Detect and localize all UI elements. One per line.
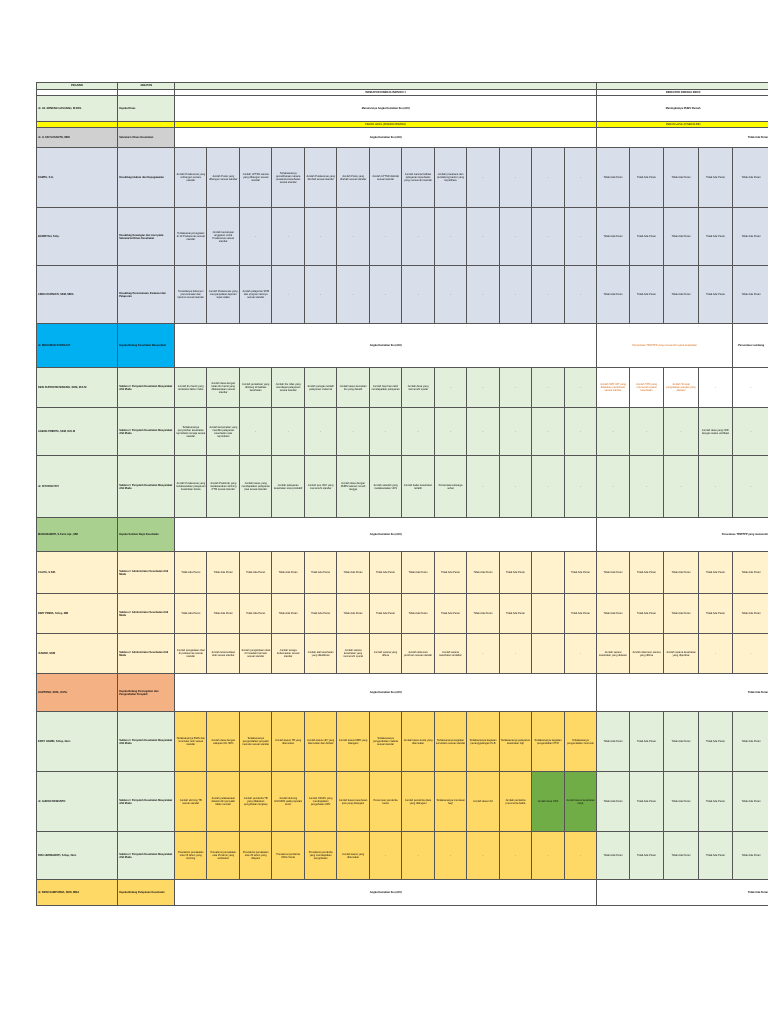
indicator-cell[interactable]: Jumlah desa ODF [532,772,564,832]
indicator-cell[interactable]: Tidak Ada Peran [467,552,499,594]
indicator-cell[interactable]: - [532,368,564,408]
indicator-cell[interactable]: Tidak Ada Peran [402,552,434,594]
indicator-right[interactable]: Tidak Ada Peran [597,674,768,712]
position-title[interactable]: Kasubbag Perencanaan, Evaluasi dan Pelaporan [118,266,175,324]
header-indikator-1[interactable]: INDIKATOR KINERJA INDIVIDU 1 [175,90,597,96]
indicator-cell[interactable]: Terlaksananya BIAS dan imunisasi rutin sesuai standar [175,712,207,772]
indicator-cell[interactable]: Jumlah Puskesmas yang terbangun secara standar [175,148,207,208]
indicator-right-cell[interactable]: Tidak Ada Peran [733,266,768,324]
indicator-cell[interactable]: Jumlah Pustu yang dibangun sesuai standar [207,148,239,208]
indicator-cell[interactable]: - [337,266,369,324]
indicator-wide[interactable]: Angka Kematian Ibu (AKI) [175,518,597,552]
indicator-cell[interactable]: Tidak Ada Peran [207,594,239,634]
indicator-wide-secondary[interactable]: Persentase TPM/TPP yang memenuhi syarat kesehatan [597,324,733,368]
indicator-cell[interactable]: - [499,456,531,518]
indicator-cell[interactable]: Jumlah desa yang memenuhi syarat [402,368,434,408]
indicator-cell[interactable]: Jumlah kasus HIV yang ditemukan dan diobati [304,712,336,772]
indicator-wide[interactable]: Angka Kematian Ibu (AKI) [175,880,597,906]
indicator-cell[interactable]: Jumlah dokumen perizinan sesuai standar [402,634,434,674]
indicator-cell[interactable]: - [467,148,499,208]
indicator-cell[interactable]: - [369,408,401,456]
indicator-cell[interactable]: Terlaksananya kegiatan penanggulangan KLB [467,712,499,772]
indicator-right-cell[interactable]: Tidak Ada Peran [597,772,629,832]
indicator-right-cell[interactable]: Tidak Ada Peran [629,832,664,880]
indicator-cell[interactable]: Jumlah LPTSD direhab sesuai standar [369,148,401,208]
sheet-row [37,832,768,880]
sheet-row [37,266,768,324]
indicator-cell[interactable]: - [499,408,531,456]
sheet-row [37,83,768,90]
indicator-cell[interactable]: - [434,368,466,408]
indicator-right-cell[interactable]: - [597,456,629,518]
indicator-cell[interactable]: Tidak Ada Peran [207,552,239,594]
indicator-cell[interactable]: Jumlah prasarana dan pendukung kantor yang terpelihara [434,148,466,208]
indicator-cell[interactable]: Tidak Ada Peran [239,552,271,594]
sheet-row [37,634,768,674]
indicator-cell[interactable]: - [434,832,466,880]
sheet-row [37,674,768,712]
indicator-cell[interactable]: Jumlah penderita TB yang dilakukan pengobatan lengkap [239,772,271,832]
indicator-cell[interactable]: - [272,208,304,266]
indicator-cell[interactable] [532,552,564,594]
indicator-cell[interactable]: Prevalensi penderita yang mendapatkan pengobatan [304,832,336,880]
indicator-cell[interactable]: Jumlah desa UCI [467,772,499,832]
header-menurunnya[interactable]: Menurunnya Angka Kematian Ibu (AKI) [175,96,597,122]
indicator-right-cell[interactable]: Tidak Ada Peran [698,832,733,880]
position-title[interactable]: Kasubbag Hukum dan Kepegawaian [118,148,175,208]
position-title[interactable]: Subkoor / Penyuluh Kesehatan Masyarakat Ahli Muda [118,832,175,880]
indicator-cell[interactable]: Jumlah pos UKK yang memenuhi standar [304,456,336,518]
indicator-cell[interactable]: Jumlah penderita diare yang ditangani [402,772,434,832]
indicator-right-cell[interactable]: Tidak Ada Peran [629,208,664,266]
indicator-cell[interactable]: Jumlah kader kesehatan terlatih [402,456,434,518]
indicator-cell[interactable]: Tidak Ada Peran [434,594,466,634]
indicator-cell[interactable]: - [467,634,499,674]
indicator-cell[interactable]: - [532,456,564,518]
sheet-row [37,772,768,832]
indicator-right-cell[interactable]: Tidak Ada Peran [733,594,768,634]
indicator-cell[interactable]: Jumlah Puskesmas yang direhab sesuai standar [304,148,336,208]
indicator-cell[interactable]: - [272,266,304,324]
indicator-right-cell[interactable]: - [629,456,664,518]
indicator-cell[interactable]: Jumlah kasus DBD yang ditangani [337,712,369,772]
sheet-row [37,324,768,368]
indicator-cell[interactable]: Prevalensi penderita ODGJ berat [272,832,304,880]
indicator-cell[interactable]: - [564,266,597,324]
indicator-cell[interactable]: Jumlah Pustu yang direhab sesuai standar [337,148,369,208]
indicator-right-cell[interactable]: Tidak Ada Peran [664,208,699,266]
employee-name[interactable]: EDDY HAMID, S.Kep, Ners [37,712,118,772]
position-title[interactable]: Subkoor / Penyuluh Kesehatan Masyarakat Ahli Muda [118,368,175,408]
indicator-cell[interactable]: Tidak Ada Peran [304,552,336,594]
indicator-right-cell[interactable]: Tidak Ada Peran [597,148,629,208]
indicator-cell[interactable]: Jumlah ketersediaan obat sesuai standar [207,634,239,674]
indicator-right[interactable]: Persentase Lembang [733,324,768,368]
indicator-cell[interactable]: - [532,148,564,208]
indicator-right-cell[interactable]: Jumlah sarana kesehatan yang diawasi [597,634,629,674]
employee-name[interactable]: CAHYA, S.KM. [37,552,118,594]
indicator-right-cell[interactable]: Tidak Ada Peran [597,832,629,880]
indicator-right-cell[interactable]: Tidak Ada Peran [698,148,733,208]
indicator-cell[interactable]: Tidak Ada Peran [499,552,531,594]
header-spacer[interactable] [175,83,597,90]
position-title[interactable]: Kepala Dinas [118,96,175,122]
indicator-right-cell[interactable]: Tidak Ada Peran [597,594,629,634]
indicator-cell[interactable]: Jumlah kasus kusta yang ditemukan [402,712,434,772]
position-title[interactable]: Kepala Sumber Daya Kesehatan [118,518,175,552]
indicator-right-cell[interactable]: - [733,634,768,674]
indicator-cell[interactable]: Tidak Ada Peran [369,594,401,634]
indicator-cell[interactable]: Jumlah sarana kesehatan yang memenuhi syarat [337,634,369,674]
position-title[interactable]: Kepala Bidang Pencegahan dan Pengendalian Penyakit [118,674,175,712]
employee-name[interactable]: MARLINAWATI, S.Farm Apt., MM [37,518,118,552]
position-title[interactable]: Kasubbag Keuangan dan Aset pada Sekretariat Dinas Kesehatan [118,208,175,266]
indicator-cell[interactable]: Jumlah kasus yang ditemukan [337,832,369,880]
indicator-cell[interactable]: - [564,408,597,456]
indicator-cell[interactable]: Jumlah sarana fasilitas pelayanan kesehatan yang memenuhi standar [402,148,434,208]
indicator-right-cell[interactable]: - [698,368,733,408]
indicator-right-cell[interactable]: Tidak Ada Peran [733,712,768,772]
indicator-right-cell[interactable]: Tidak Ada Peran [698,266,733,324]
employee-name[interactable]: RIZA HERMAWATI, S.Kep, Ners [37,832,118,880]
indicator-cell[interactable]: Jumlah desa dengan kelas ibu hamil yang dilaksanakan sesuai standar [207,368,239,408]
indicator-right-cell[interactable]: Tidak Ada Peran [664,266,699,324]
employee-name[interactable]: DIMY PRIMA, S.Kep, MM [37,594,118,634]
position-title[interactable]: Subkoor / Penyuluh Kesehatan Masyarakat Ahli Muda [118,456,175,518]
sheet-row [37,594,768,634]
employee-name[interactable]: dr. H. EDI SUSANTO, MKE [37,128,118,148]
indicator-cell[interactable]: - [239,408,271,456]
indicator-cell[interactable]: Tidak Ada Peran [304,594,336,634]
indicator-cell[interactable]: - [467,832,499,880]
indicator-right-cell[interactable]: Tidak Ada Peran [597,208,629,266]
indicator-cell[interactable]: Tidak Ada Peran [564,594,597,634]
employee-name[interactable]: LINDA KURNIATI, SKM, MMA [37,266,118,324]
indicator-right-cell[interactable]: Jumlah Tempat pengolahan pangan yang diawasi [664,368,699,408]
indicator-right-cell[interactable]: Tidak Ada Peran [733,552,768,594]
indicator-cell[interactable]: Tidak Ada Peran [337,594,369,634]
indicator-cell[interactable]: Jumlah pelaporan SPM dan program lainnya sesuai standar [239,266,271,324]
indicator-cell[interactable]: Jumlah petugas terlatih pelayanan maternal [304,368,336,408]
indicator-cell[interactable]: Terlaksananya kegiatan surveilans sesuai standar [434,712,466,772]
indicator-cell[interactable]: Tersedianya dokumen perencanaan dan laporan sesuai standar [175,266,207,324]
indicator-right-cell[interactable]: Tidak Ada Peran [664,148,699,208]
employee-name[interactable]: KAMTA, S.H. [37,148,118,208]
indicator-right-cell[interactable]: Tidak Ada Peran [597,266,629,324]
indicator-cell[interactable]: Jumlah pelaksanaan deteksi dini penyakit tidak menular [207,772,239,832]
indicator-cell[interactable]: Jumlah Puskesmas yang menyampaikan laporan tepat waktu [207,266,239,324]
indicator-cell[interactable]: Tidak Ada Peran [434,552,466,594]
indicator-cell[interactable]: Terlaksananya penyuluhan kesehatan reproduksi remaja sesuai standar [175,408,207,456]
indicator-cell[interactable]: - [467,368,499,408]
indicator-cell[interactable]: Tidak Ada Peran [272,552,304,594]
header-sub-2[interactable]: PERAN HASIL (KINERJA BIN [597,122,768,128]
indicator-cell[interactable]: Jumlah Puskesmas yang melaksanakan pelayanan kesehatan lansia [175,456,207,518]
employee-name[interactable]: dr. HJ. ERNENG HASANAH, M.KES. [37,96,118,122]
indicator-right-cell[interactable]: Tidak Ada Peran [733,772,768,832]
indicator-cell[interactable]: Jumlah persalinan yang ditolong di fasilitas kesehatan [239,368,271,408]
indicator-right-cell[interactable]: - [733,368,768,408]
indicator-cell[interactable]: - [337,408,369,456]
indicator-right-cell[interactable]: Tidak Ada Peran [698,208,733,266]
indicator-cell[interactable]: - [532,266,564,324]
sheet-row [37,552,768,594]
indicator-cell[interactable]: - [467,266,499,324]
indicator-right-cell[interactable]: Jumlah TPM yang memenuhi syarat kesehatan [629,368,664,408]
indicator-cell[interactable]: Terlaksananya pelayanan kesehatan haji [499,712,531,772]
position-title[interactable]: Subkoor / Penyuluh Kesehatan Masyarakat Ahli Muda [118,712,175,772]
sheet-row [37,128,768,148]
indicator-right-cell[interactable]: Jumlah SPP, IRT yang dilakukan pembinaan sesuai standar [597,368,629,408]
indicator-right-cell[interactable]: - [664,456,699,518]
indicator-cell[interactable]: Jumlah pelayanan kesehatan usia produktif [272,456,304,518]
indicator-cell[interactable]: Jumlah desa dengan cakupan IDL 90% [207,712,239,772]
indicator-cell[interactable]: Jumlah LPTSD sarana yang dibangun sesuai standar [239,148,271,208]
indicator-right-cell[interactable]: Jumlah dokumen sarana yang dibina [629,634,664,674]
position-title[interactable]: Subkoor / Administrator Kesehatan Ahli Muda [118,594,175,634]
indicator-cell[interactable]: Terlaksananya pengendalian malaria sesuai standar [369,712,401,772]
indicator-cell[interactable]: Tidak Ada Peran [564,552,597,594]
indicator-right-cell[interactable]: - [698,634,733,674]
indicator-right-cell[interactable]: Tidak Ada Peran [698,712,733,772]
indicator-cell[interactable]: - [564,148,597,208]
indicator-right-cell[interactable]: - [698,456,733,518]
indicator-wide[interactable]: Angka Kematian Ibu (AKI) [175,674,597,712]
indicator-cell[interactable]: - [564,368,597,408]
indicator-right-cell[interactable]: Tidak Ada Peran [733,148,768,208]
indicator-cell[interactable]: Jumlah kasus kesehatan kerja [564,772,597,832]
indicator-cell[interactable]: - [467,456,499,518]
indicator-right-cell[interactable]: Tidak Ada Peran [664,712,699,772]
indicator-cell[interactable]: - [239,208,271,266]
sheet-row [37,148,768,208]
indicator-right-cell[interactable]: - [664,408,699,456]
indicator-wide[interactable]: Angka Kematian Ibu (AKI) [175,324,597,368]
indicator-cell[interactable]: - [499,266,531,324]
indicator-cell[interactable]: Tidak Ada Peran [175,594,207,634]
indicator-cell[interactable]: - [402,408,434,456]
employee-name[interactable]: DESI SUPRIATIN NINGSIH, SKM, M.K.M [37,368,118,408]
indicator-right-cell[interactable]: Tidak Ada Peran [664,594,699,634]
indicator-cell[interactable]: Prevalensi pemakaian usia 15 tahun yang terdeteksi [207,832,239,880]
indicator-cell[interactable]: - [564,634,597,674]
indicator-cell[interactable]: - [369,208,401,266]
position-title[interactable]: Kepala Bidang Kesehatan Masyarakat [118,324,175,368]
indicator-cell[interactable]: Prevalensi pemakaian usia 15 tahun yang skrining [175,832,207,880]
indicator-cell[interactable]: - [499,634,531,674]
sheet-row [37,880,768,906]
indicator-cell[interactable]: Tidak Ada Peran [402,594,434,634]
indicator-cell[interactable]: - [434,408,466,456]
indicator-cell[interactable]: Jumlah skrining HIV/AIDS pada populasi kunci [272,772,304,832]
indicator-cell[interactable]: Persentase keluarga sehat [434,456,466,518]
indicator-right-cell[interactable]: Tidak Ada Peran [597,552,629,594]
header-indikator-2[interactable]: INDIKATOR KINERJA INDIVI [597,90,768,96]
indicator-cell[interactable]: - [304,266,336,324]
sheet-row [37,96,768,122]
indicator-cell[interactable]: Jumlah ODHIV yang mendapatkan pengobatan ARV [304,772,336,832]
indicator-cell[interactable]: - [467,408,499,456]
indicator-cell[interactable]: - [532,208,564,266]
sheet-row [37,408,768,456]
indicator-cell[interactable]: - [499,368,531,408]
position-title[interactable]: Sekretaris Dinas Kesehatan [118,128,175,148]
position-title[interactable]: Subkoor / Penyuluh Kesehatan Masyarakat Ahli Muda [118,408,175,456]
indicator-cell[interactable]: - [402,208,434,266]
indicator-cell[interactable]: Terlaksananya kegiatan pengendalian PTM [532,712,564,772]
indicator-wide[interactable]: Angka Kematian Ibu (AKI) [175,128,597,148]
indicator-right-cell[interactable]: Tidak Ada Peran [629,772,664,832]
indicator-right-cell[interactable]: Tidak Ada Peran [629,148,664,208]
indicator-cell[interactable]: Tidak Ada Peran [272,594,304,634]
indicator-cell[interactable]: Terlaksananya pengendalian zoonosis [564,712,597,772]
indicator-right-cell[interactable]: Tidak Ada Peran [698,772,733,832]
indicator-cell[interactable]: Jumlah alat kesehatan yang dikalibrasi [304,634,336,674]
indicator-cell[interactable]: Jumlah kasus kematian ibu yang diaudit [337,368,369,408]
indicator-cell[interactable]: - [434,266,466,324]
indicator-cell[interactable]: Terlaksananya pengendalian penyakit menular sesuai standar [239,712,271,772]
indicator-cell[interactable]: Jumlah Posbindu yang melaksanakan skrining PTM sesuai standar [207,456,239,518]
employee-name[interactable]: dr. SITI ROHYATI [37,456,118,518]
position-title[interactable]: Kepala Bidang Pelayanan Kesehatan [118,880,175,906]
indicator-cell[interactable]: Tidak Ada Peran [369,552,401,594]
indicator-cell[interactable]: Tidak Ada Peran [239,594,271,634]
indicator-right-cell[interactable]: Tidak Ada Peran [629,712,664,772]
header-sub-1[interactable]: PERAN HASIL (KINERJA BIDANG) [175,122,597,128]
header-spacer[interactable] [597,83,768,90]
indicator-cell[interactable]: Terlaksananya pemeliharaan sarana prasarana kesehatan sesuai standar [272,148,304,208]
employee-name[interactable]: dr. AHMAD DEWANTO [37,772,118,832]
indicator-right-cell[interactable]: Tidak Ada Peran [698,594,733,634]
indicator-cell[interactable]: Jumlah desa dengan PHBS tatanan rumah tangga [337,456,369,518]
indicator-cell[interactable]: - [532,832,564,880]
indicator-right-cell[interactable]: - [733,456,768,518]
indicator-cell[interactable]: Tidak Ada Peran [467,594,499,634]
indicator-cell[interactable]: - [369,832,401,880]
indicator-cell[interactable]: - [564,832,597,880]
indicator-right-cell[interactable]: - [597,408,629,456]
indicator-cell[interactable]: Jumlah sarana yang dibina [369,634,401,674]
indicator-cell[interactable]: Tidak Ada Peran [175,552,207,594]
indicator-cell[interactable] [532,634,564,674]
indicator-cell[interactable]: Jumlah pengelolaan obat di Instalasi Farmasi sesuai standar [239,634,271,674]
indicator-cell[interactable]: Jumlah bayi baru lahir mendapatkan pelayanan [369,368,401,408]
indicator-right-cell[interactable]: Tidak Ada Peran [629,594,664,634]
indicator-right-cell[interactable]: - [733,408,768,456]
indicator-spreadsheet [36,82,768,906]
sheet-row [37,208,768,266]
indicator-right-cell[interactable]: Tidak Ada Peran [629,266,664,324]
header-meningkatnya[interactable]: Meningkatnya PHBS Rumah [597,96,768,122]
indicator-cell[interactable]: Jumlah kecamatan yang memiliki pelayanan kesehatan usia reproduksi [207,408,239,456]
indicator-cell[interactable]: Jumlah kasus TB yang ditemukan [272,712,304,772]
indicator-right[interactable]: Tidak Ada Peran [597,880,768,906]
position-title[interactable]: Subkoor / Penyuluh Kesehatan Masyarakat Ahli Muda [118,772,175,832]
indicator-cell[interactable]: - [532,408,564,456]
indicator-right-cell[interactable]: Jumlah sarana kesehatan yang diperiksa [664,634,699,674]
indicator-right[interactable]: Persentase TPM/TPP yang memenuhi [597,518,768,552]
indicator-cell[interactable]: Penemuan penderita kusta [369,772,401,832]
indicator-cell[interactable]: Jumlah kasus yang mendapatkan pelayanan jiwa sesuai standar [239,456,271,518]
indicator-cell[interactable]: - [337,208,369,266]
indicator-right-cell[interactable]: Tidak Ada Peran [664,832,699,880]
sheet-row [37,456,768,518]
indicator-cell[interactable]: Jumlah penderita pneumonia balita [499,772,531,832]
employee-name[interactable]: HARTONO, SKM., M.P.H [37,674,118,712]
indicator-cell[interactable]: - [564,456,597,518]
header-pegawai[interactable]: PEGAWAI [37,83,118,90]
indicator-cell[interactable]: Jumlah tenaga kefarmasian sesuai standar [272,634,304,674]
employee-name[interactable]: dr. DEWI SAMPURNA, SKM, MMA [37,880,118,906]
indicator-cell[interactable]: Jumlah skrining TB sesuai standar [175,772,207,832]
indicator-right-cell[interactable]: Tidak Ada Peran [629,552,664,594]
indicator-cell[interactable]: Jumlah pengadaan obat di puskesmas sesuai standar [175,634,207,674]
position-title[interactable]: Subkoor / Administrator Kesehatan Ahli Muda [118,552,175,594]
indicator-cell[interactable]: Terlaksananya imunisasi bayi [434,772,466,832]
indicator-cell[interactable] [532,594,564,634]
employee-name[interactable]: BADRIYAH, S.Kp. [37,208,118,266]
indicator-cell[interactable]: Jumlah sekolah yang melaksanakan UKS [369,456,401,518]
indicator-cell[interactable]: Tidak Ada Peran [337,552,369,594]
indicator-cell[interactable]: - [564,208,597,266]
indicator-cell[interactable]: - [499,208,531,266]
indicator-cell[interactable]: - [499,832,531,880]
indicator-cell[interactable]: - [467,208,499,266]
indicator-cell[interactable]: - [304,208,336,266]
indicator-cell[interactable]: - [434,208,466,266]
indicator-cell[interactable]: Terlaksananya kegiatan di 10 Puskesmas sesuai standar [175,208,207,266]
employee-name[interactable]: dr. MOHAMAD SUDRAJAT [37,324,118,368]
employee-name[interactable]: AGENG PRIMITA, SKM, M.K.M [37,408,118,456]
indicator-right-cell[interactable]: - [629,408,664,456]
indicator-cell[interactable]: Tidak Ada Peran [499,594,531,634]
sheet-row [37,518,768,552]
indicator-cell[interactable]: - [369,266,401,324]
indicator-right-cell[interactable]: Tidak Ada Peran [597,712,629,772]
indicator-right-cell[interactable]: Jumlah desa yang ODF dengan status verifikasi [698,408,733,456]
header-jabatan[interactable]: JABATAN [118,83,175,90]
indicator-cell[interactable]: Prevalensi pemakaian usia 15 tahun yang dilayani [239,832,271,880]
indicator-cell[interactable]: - [402,832,434,880]
indicator-right[interactable]: Tidak Ada Peran [597,128,768,148]
indicator-cell[interactable]: - [272,408,304,456]
indicator-right-cell[interactable]: Tidak Ada Peran [664,772,699,832]
indicator-right-cell[interactable]: Tidak Ada Peran [733,832,768,880]
position-title[interactable]: Subkoor / Administrator Kesehatan Ahli Muda [118,634,175,674]
indicator-right-cell[interactable]: Tidak Ada Peran [698,552,733,594]
indicator-right-cell[interactable]: Tidak Ada Peran [733,208,768,266]
indicator-cell[interactable]: Jumlah sarana kesehatan terdaftar [434,634,466,674]
indicator-right-cell[interactable]: Tidak Ada Peran [664,552,699,594]
indicator-cell[interactable]: - [402,266,434,324]
indicator-cell[interactable]: - [499,148,531,208]
indicator-cell[interactable]: Jumlah ibu hamil yang terdeteksi faktor risiko [175,368,207,408]
indicator-cell[interactable]: Jumlah kecukupan anggaran untuk Puskesmas sesuai standar [207,208,239,266]
employee-name[interactable]: JUMARI, SKM [37,634,118,674]
sheet-row [37,712,768,772]
indicator-cell[interactable]: - [304,408,336,456]
indicator-cell[interactable]: Jumlah kasus kesehatan jiwa yang ditangani [337,772,369,832]
sheet-row [37,368,768,408]
indicator-cell[interactable]: Jumlah ibu nifas yang mendapat pelayanan sesuai standar [272,368,304,408]
